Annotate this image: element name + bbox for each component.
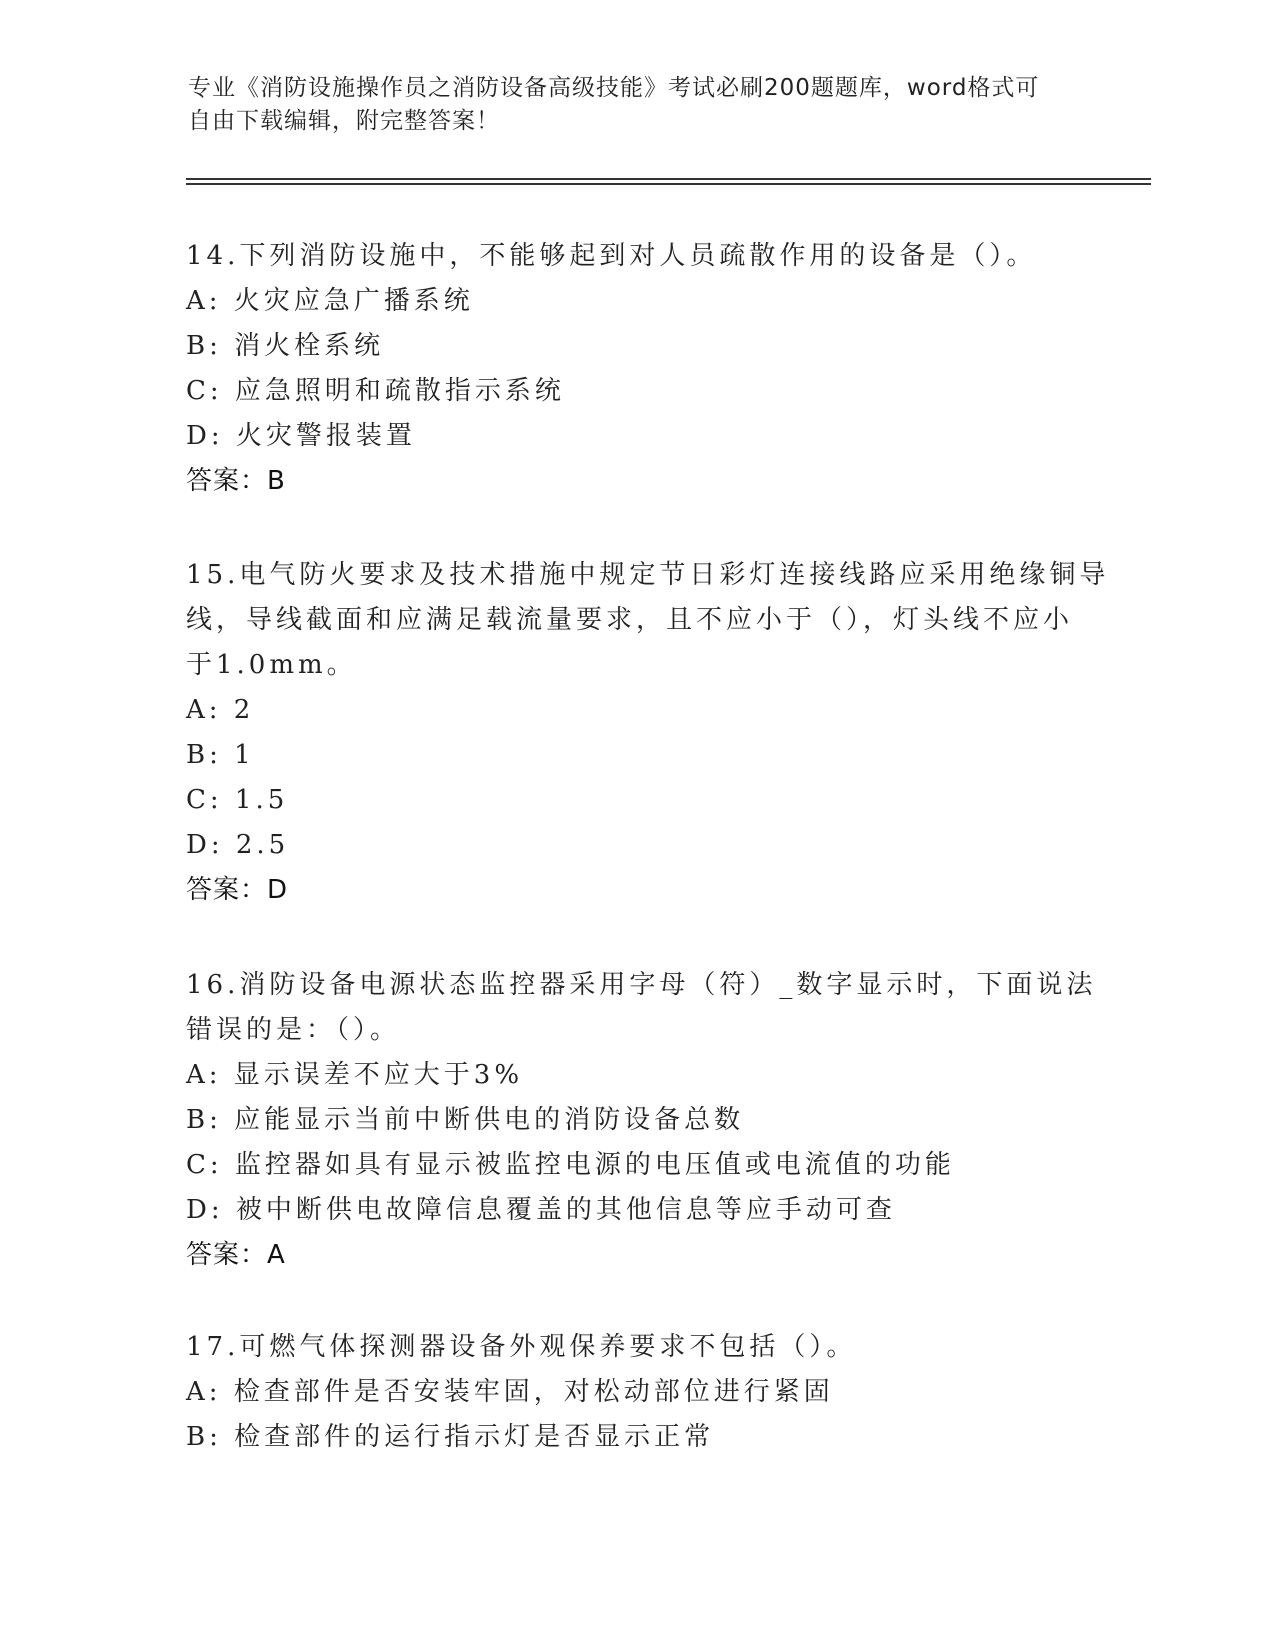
- option-d: D: 被中断供电故障信息覆盖的其他信息等应手动可查: [186, 1195, 896, 1225]
- option-c: C: 1.5: [186, 785, 289, 815]
- option-b: B: 应能显示当前中断供电的消防设备总数: [186, 1105, 745, 1135]
- option-a: A: 2: [186, 695, 255, 725]
- option-d: D: 2.5: [186, 830, 290, 860]
- option-a: A: 火灾应急广播系统: [186, 286, 474, 316]
- question-stem-line-1: 16.消防设备电源状态监控器采用字母（符）_数字显示时，下面说法: [186, 970, 1097, 1000]
- option-d: D: 火灾警报装置: [186, 421, 416, 451]
- document-header: [188, 72, 1068, 138]
- question-16: [186, 963, 1097, 1278]
- header-divider-bottom: [186, 183, 1151, 185]
- question-14: [186, 234, 1086, 504]
- question-stem: 14.下列消防设施中，不能够起到对人员疏散作用的设备是（）。: [186, 241, 1037, 271]
- option-a: A: 检查部件是否安装牢固，对松动部位进行紧固: [186, 1377, 834, 1407]
- option-b: B: 1: [186, 740, 255, 770]
- option-b: B: 消火栓系统: [186, 331, 385, 361]
- option-c: C: 监控器如具有显示被监控电源的电压值或电流值的功能: [186, 1150, 955, 1180]
- question-stem-line-2: 线，导线截面和应满足载流量要求，且不应小于（），灯头线不应小: [186, 605, 1074, 635]
- header-line-1: 专业《消防设施操作员之消防设备高级技能》考试必刷200题题库，word格式可: [188, 75, 1040, 101]
- answer: 答案：A: [186, 1240, 286, 1270]
- question-stem: 17.可燃气体探测器设备外观保养要求不包括（）。: [186, 1332, 857, 1362]
- question-17: [186, 1325, 1086, 1460]
- question-15: [186, 553, 1110, 913]
- question-stem-line-1: 15.电气防火要求及技术措施中规定节日彩灯连接线路应采用绝缘铜导: [186, 560, 1110, 590]
- header-divider-top: [186, 178, 1151, 180]
- question-stem-line-3: 于1.0mm。: [186, 650, 357, 680]
- answer: 答案：B: [186, 466, 286, 496]
- answer: 答案：D: [186, 875, 289, 905]
- option-c: C: 应急照明和疏散指示系统: [186, 376, 565, 406]
- option-b: B: 检查部件的运行指示灯是否显示正常: [186, 1422, 715, 1452]
- option-a: A: 显示误差不应大于3%: [186, 1060, 524, 1090]
- header-line-2: 自由下载编辑，附完整答案！: [188, 108, 500, 134]
- question-stem-line-2: 错误的是：（）。: [186, 1015, 401, 1045]
